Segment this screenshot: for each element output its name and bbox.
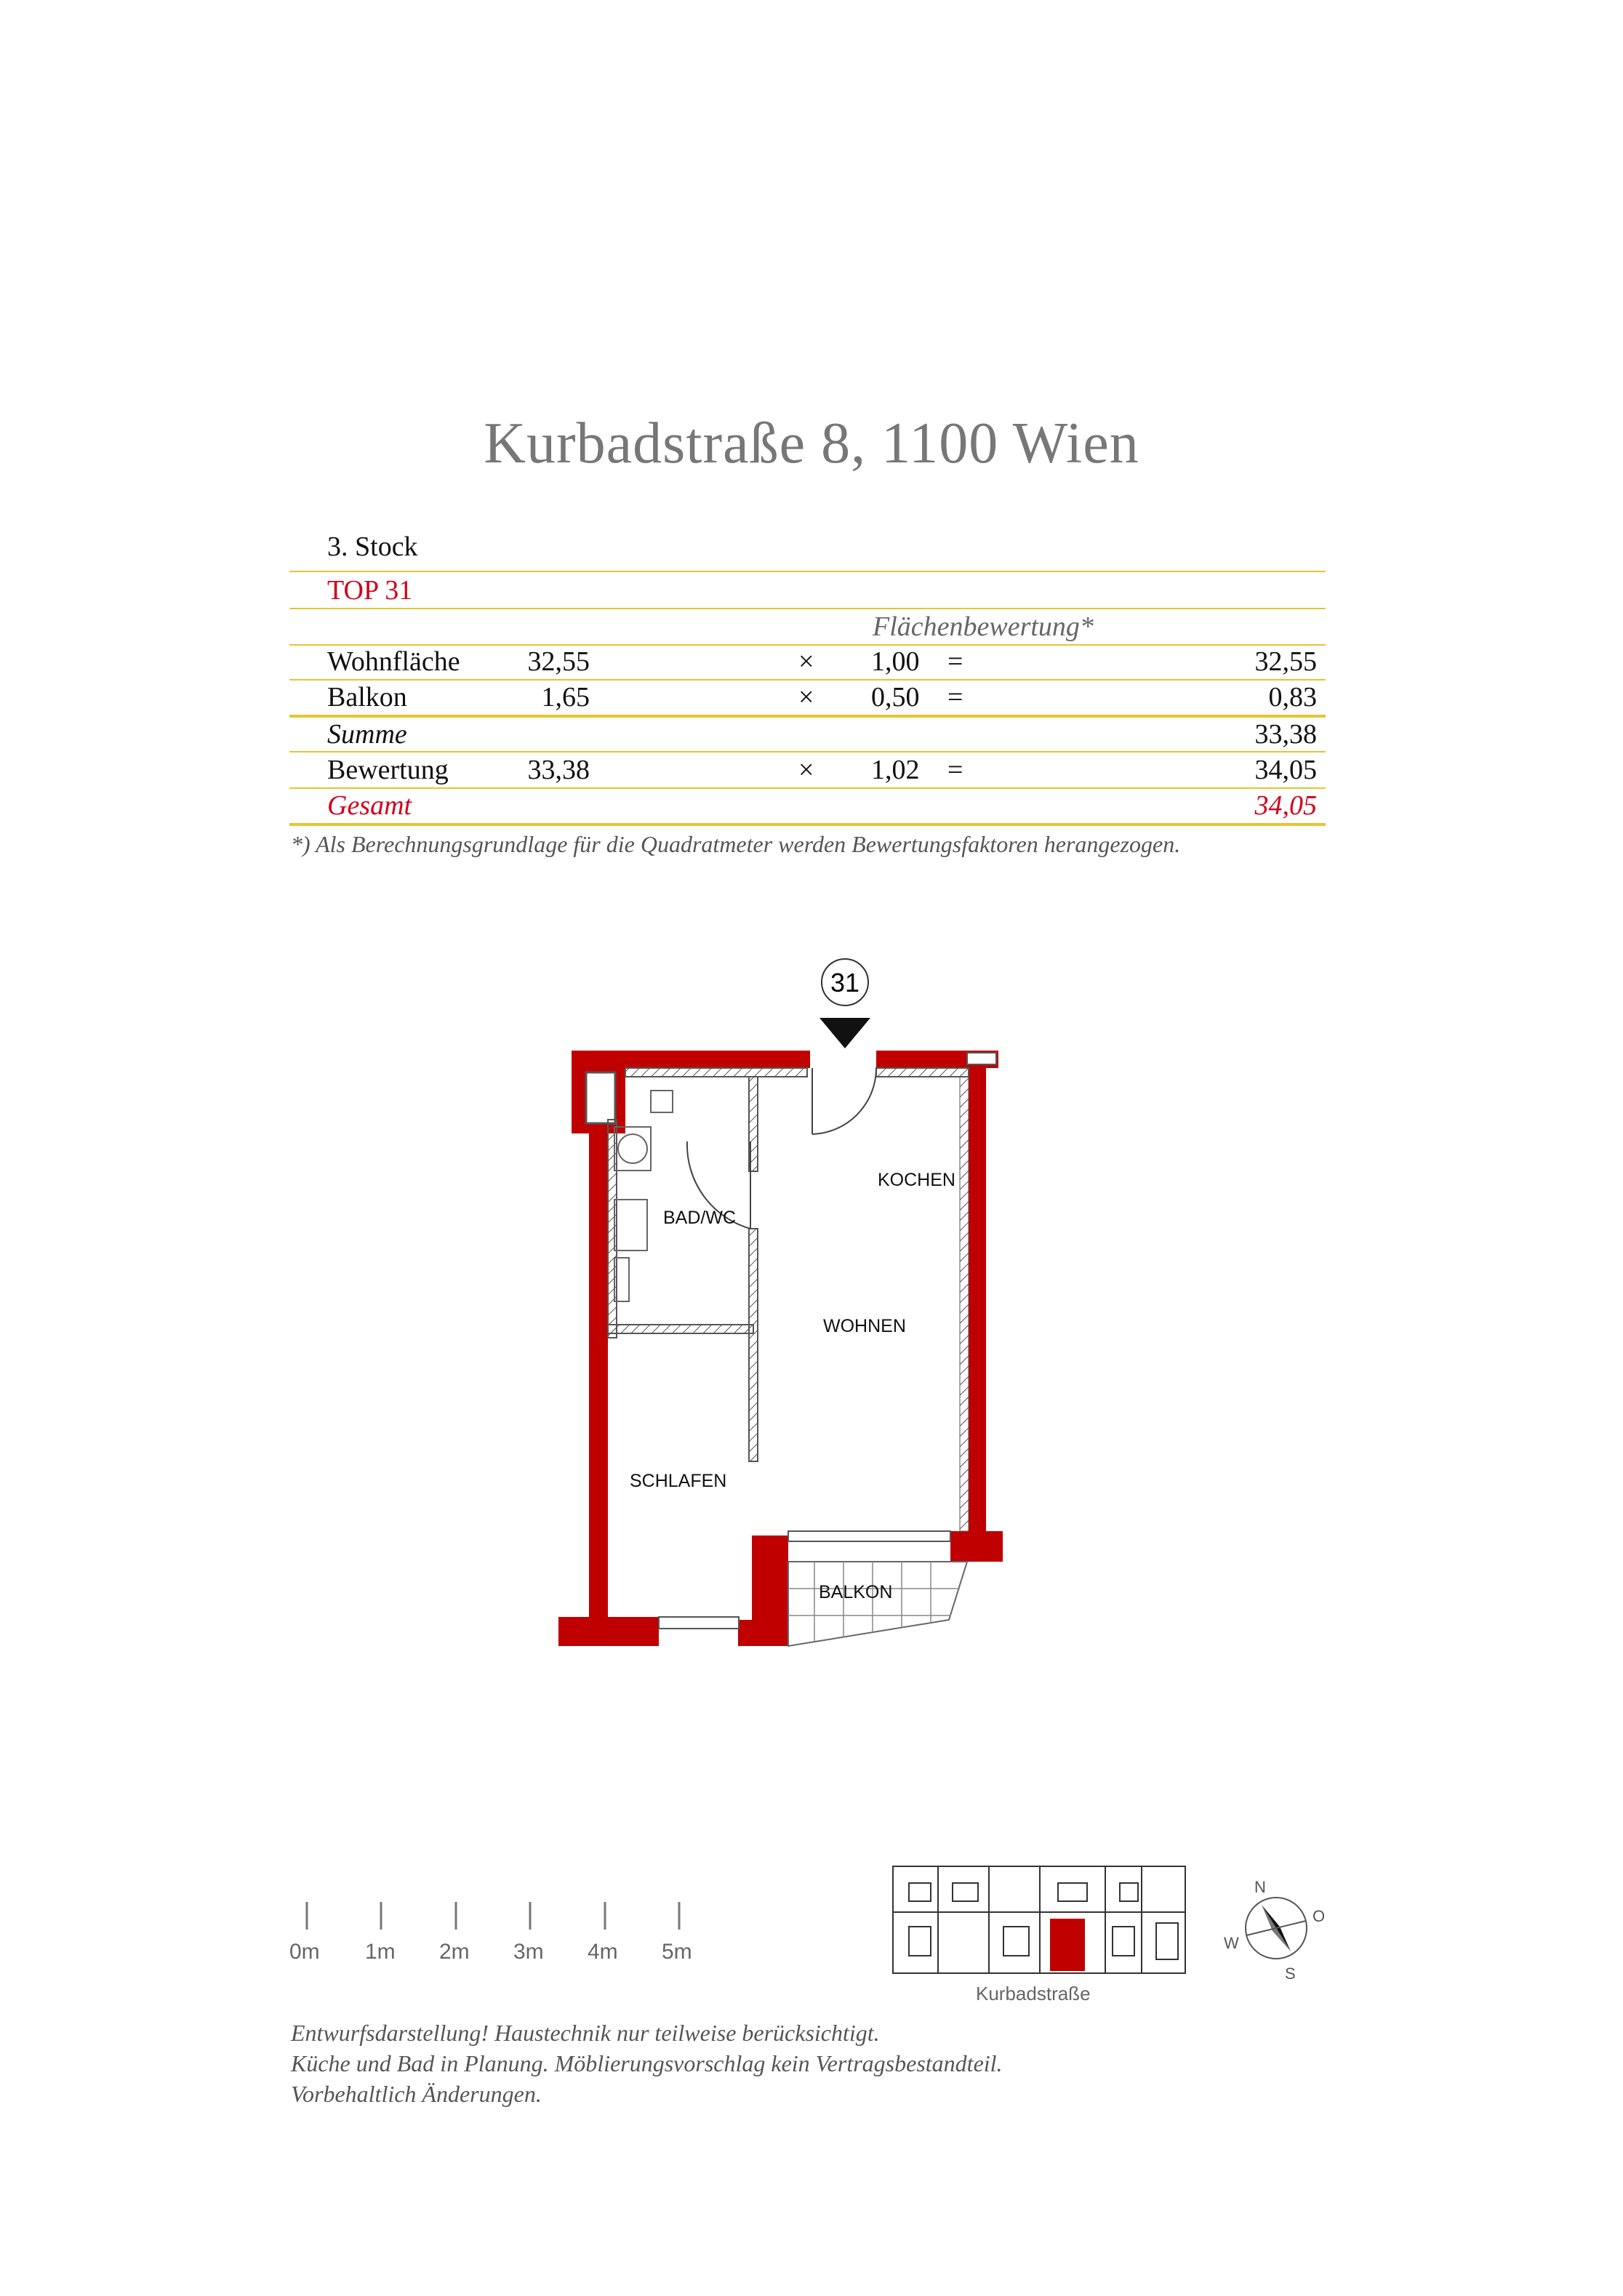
total-label: Gesamt (327, 790, 412, 821)
inner-wall (876, 1068, 969, 1077)
window (967, 1053, 996, 1064)
row-label: Wohnfläche (327, 646, 460, 677)
outer-walls (558, 1051, 1003, 1646)
row-result: 32,55 (1254, 646, 1317, 677)
scale-label: 1m (365, 1940, 396, 1964)
rating-label: Bewertung (327, 755, 449, 785)
rating-header: Flächenbewertung* (873, 611, 1094, 642)
page-title: Kurbadstraße 8, 1100 Wien (484, 412, 1139, 475)
inner-wall (625, 1068, 807, 1077)
entrance-arrow-icon (819, 1018, 870, 1048)
compass-icon (1224, 1878, 1325, 1983)
room-label-balcony: BALKON (819, 1582, 893, 1602)
shaft (586, 1072, 615, 1123)
scale-label: 3m (513, 1940, 544, 1964)
scale-label: 4m (588, 1940, 618, 1964)
sum-label: Summe (327, 719, 407, 750)
unit-marker (819, 959, 870, 1048)
compass-n: N (1254, 1878, 1266, 1896)
disclaimer-line: Küche und Bad in Planung. Möblierungsvorschlag kein Vertragsbestandteil. (291, 2050, 1003, 2076)
times-sign: × (798, 755, 814, 785)
room-label-kitchen: KOCHEN (878, 1170, 955, 1190)
row-factor: 0,50 (871, 682, 920, 713)
equals-sign: = (947, 646, 963, 677)
sum-result: 33,38 (1254, 719, 1317, 750)
row-area: 1,65 (541, 682, 590, 713)
row-area: 32,55 (527, 646, 590, 677)
rating-result: 34,05 (1254, 755, 1317, 785)
inner-wall (608, 1120, 617, 1338)
room-label-living: WOHNEN (823, 1316, 906, 1336)
entrance-door (812, 1068, 876, 1134)
key-plan (893, 1866, 1185, 1973)
times-sign: × (798, 682, 814, 713)
row-factor: 1,00 (871, 646, 920, 677)
rating-area: 33,38 (527, 755, 590, 785)
room-label-bedroom: SCHLAFEN (630, 1471, 727, 1491)
scale-label: 2m (439, 1940, 470, 1964)
row-label: Balkon (327, 682, 407, 713)
unit-label: TOP 31 (327, 575, 413, 606)
disclaimer-line: Vorbehaltlich Änderungen. (291, 2081, 542, 2107)
equals-sign: = (947, 755, 963, 785)
footnote: *) Als Berechnungsgrundlage für die Quadratmeter werden Bewertungsfaktoren herangezogen. (291, 831, 1181, 857)
disclaimer-line: Entwurfsdarstellung! Haustechnik nur teilweise berücksichtigt. (291, 2020, 880, 2046)
scale-label: 5m (662, 1940, 692, 1964)
scale-bar (307, 1902, 679, 1930)
rating-factor: 1,02 (871, 755, 920, 785)
unit-marker-label: 31 (830, 968, 860, 998)
compass-s: S (1285, 1964, 1296, 1983)
row-result: 0,83 (1268, 682, 1317, 713)
compass-w: W (1224, 1934, 1239, 1952)
equals-sign: = (947, 682, 963, 713)
balcony-area (659, 1531, 967, 1646)
disclaimer (291, 2018, 1003, 2109)
floor-label: 3. Stock (327, 531, 418, 562)
street-label: Kurbadstraße (976, 1983, 1091, 2004)
total-result: 34,05 (1254, 790, 1317, 821)
inner-wall (608, 1325, 753, 1333)
scale-label: 0m (289, 1940, 320, 1964)
inner-wall (960, 1077, 969, 1531)
room-label-bath: BAD/WC (663, 1208, 736, 1228)
times-sign: × (798, 646, 814, 677)
inner-wall (749, 1229, 758, 1461)
compass-o: O (1313, 1907, 1326, 1925)
